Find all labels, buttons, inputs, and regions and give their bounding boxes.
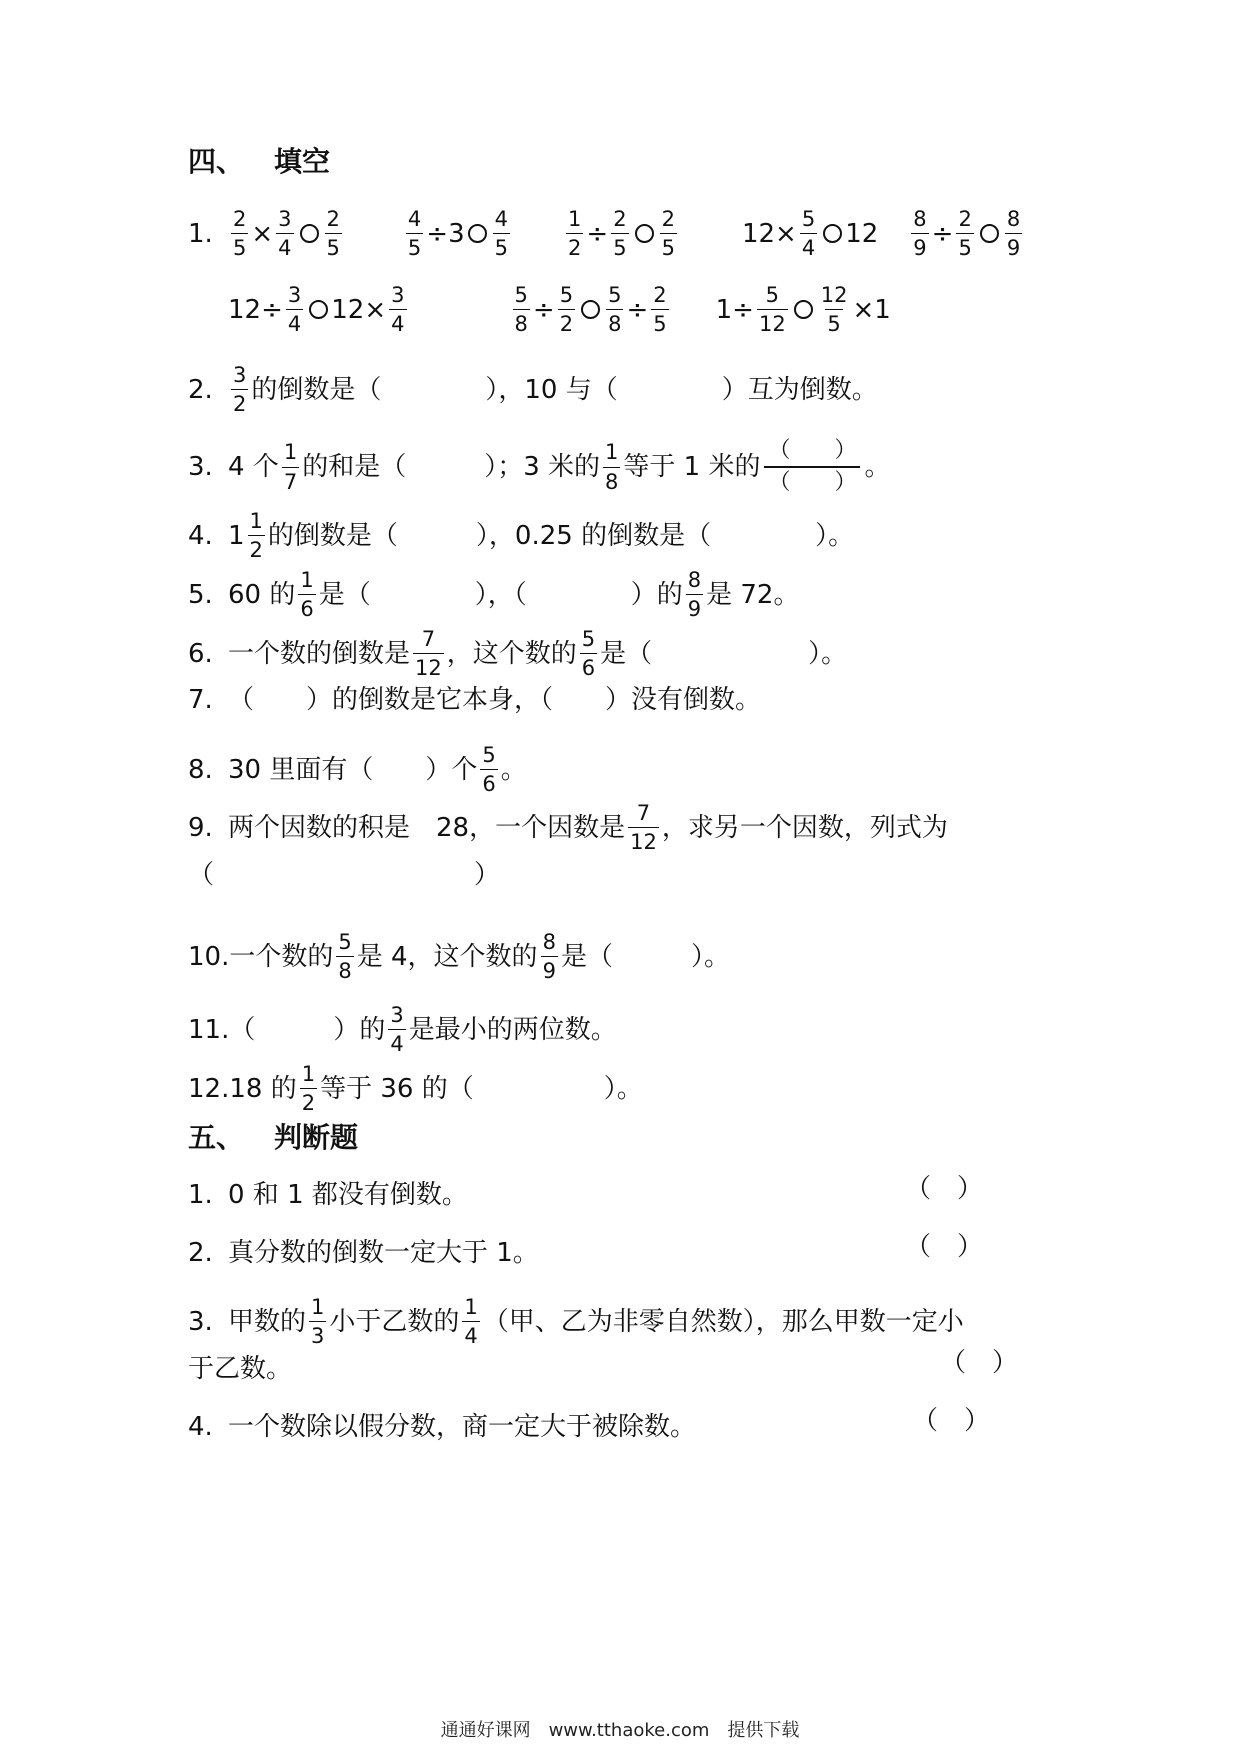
question-text: 是最小的两位数。 [408, 1014, 617, 1045]
fraction: $\frac{8}{9}$ [913, 207, 927, 261]
question-3 [188, 440, 890, 494]
fraction: $\frac{5}{6}$ [482, 743, 496, 797]
number: 3 [448, 218, 465, 249]
section-number: 五、 [188, 1121, 245, 1154]
question-number: 12. [188, 1073, 230, 1104]
compare-circle[interactable] [794, 300, 813, 319]
divide-sign: ÷ [426, 218, 449, 249]
question-text: 一个数的 [229, 941, 334, 972]
question-5 [188, 569, 799, 620]
question-4 [188, 510, 854, 561]
question-text: 小于乙数的 [329, 1306, 460, 1337]
blank-fraction[interactable]: $\frac{( )}{( )}$ [764, 440, 860, 494]
fraction: $\frac{8}{9}$ [687, 568, 702, 622]
question-number: 7. [188, 685, 213, 715]
fraction: $\frac{5}{12}$ [758, 283, 786, 337]
fraction: $\frac{3}{2}$ [233, 363, 247, 417]
fraction: $\frac{1}{2}$ [301, 1062, 316, 1116]
section-heading-judgement [188, 1121, 359, 1154]
question-9-answer-line [188, 862, 500, 888]
compare-circle[interactable] [980, 224, 999, 243]
question-text: （ ）的 [229, 1014, 386, 1045]
question-text: 真分数的倒数一定大于 1。 [228, 1238, 539, 1268]
question-text: 18 的 [229, 1073, 297, 1104]
question-text: 甲数的 [228, 1306, 307, 1337]
question-text: 60 的 [228, 579, 296, 610]
fraction: $\frac{3}{4}$ [390, 1003, 404, 1057]
fraction: $\frac{1}{2}$ [568, 207, 582, 261]
section-heading-fill-blank [188, 145, 331, 178]
fraction: $\frac{5}{4}$ [801, 207, 816, 261]
judgement-2-answer[interactable]: （ ） [905, 1232, 984, 1262]
fraction: $\frac{2}{5}$ [326, 207, 340, 261]
judgement-3-answer[interactable]: （ ） [940, 1348, 1019, 1378]
judgement-3 [188, 1296, 964, 1347]
number: 1 [715, 294, 733, 325]
times-sign: × [852, 294, 875, 325]
fraction: $\frac{7}{12}$ [415, 627, 442, 681]
question-9 [188, 802, 948, 853]
fraction: $\frac{1}{8}$ [605, 440, 619, 494]
fraction: $\frac{1}{6}$ [300, 568, 314, 622]
compare-circle[interactable] [581, 300, 600, 319]
judgement-2 [188, 1240, 539, 1266]
times-sign: × [251, 218, 274, 249]
fraction: $\frac{1}{7}$ [283, 440, 298, 494]
question-number: 4. [188, 1412, 213, 1442]
question-number: 11. [188, 1014, 230, 1045]
fraction: $\frac{5}{6}$ [581, 627, 596, 681]
question-number: 1. [188, 1180, 213, 1210]
fraction: $\frac{5}{8}$ [514, 283, 528, 337]
question-2 [188, 364, 878, 415]
question-number: 5. [188, 579, 213, 610]
question-text: 是（ ）。 [600, 638, 848, 669]
section-number: 四、 [188, 145, 245, 178]
section-title: 判断题 [274, 1121, 359, 1154]
question-text: 。 [500, 754, 527, 785]
fraction: $\frac{3}{4}$ [391, 283, 405, 337]
question-text: （ ）的倒数是它本身，（ ）没有倒数。 [228, 685, 762, 715]
question-text: 一个数除以假分数，商一定大于被除数。 [228, 1412, 697, 1442]
fraction: $\frac{4}{5}$ [407, 207, 422, 261]
section-title: 填空 [274, 145, 331, 178]
judgement-3-continued [188, 1356, 292, 1382]
question-text: 30 里面有（ ）个 [228, 754, 478, 785]
question-number: 2. [188, 1238, 213, 1268]
fraction: $\frac{8}{9}$ [542, 930, 556, 984]
judgement-4 [188, 1414, 696, 1440]
question-text: 是 72。 [706, 579, 800, 610]
question-text: 于乙数。 [188, 1354, 293, 1384]
question-1-row-1 [188, 208, 1025, 259]
question-number: 3. [188, 452, 213, 482]
fraction: $\frac{2}{5}$ [958, 207, 972, 261]
fraction: $\frac{3}{4}$ [278, 207, 292, 261]
question-6 [188, 628, 847, 679]
question-10 [188, 931, 730, 982]
question-1-row-2 [228, 284, 891, 335]
fraction: $\frac{12}{5}$ [820, 283, 848, 337]
fraction: $\frac{1}{2}$ [249, 509, 263, 563]
judgement-1 [188, 1182, 468, 1208]
question-text: ，这个数的 [446, 638, 577, 669]
times-sign: × [775, 218, 797, 249]
question-text: 两个因数的积是 28，一个因数是 [228, 812, 626, 843]
times-sign: × [364, 294, 387, 325]
fraction: $\frac{2}{5}$ [653, 283, 667, 337]
divide-sign: ÷ [261, 294, 283, 325]
question-text: 是（ ）。 [560, 941, 730, 972]
question-text: 0 和 1 都没有倒数。 [228, 1180, 468, 1210]
divide-sign: ÷ [626, 294, 649, 325]
question-number: 6. [188, 638, 213, 669]
fraction: $\frac{2}{5}$ [613, 207, 627, 261]
answer-blank[interactable]: （ ） [188, 860, 501, 890]
fraction: $\frac{7}{12}$ [630, 801, 657, 855]
fraction: $\frac{1}{3}$ [311, 1295, 325, 1349]
question-number: 1. [188, 218, 213, 249]
question-11 [188, 1004, 617, 1055]
question-number: 9. [188, 812, 213, 843]
question-text: 等于 1 米的 [623, 452, 761, 482]
question-text: 的倒数是（ ），10 与（ ）互为倒数。 [251, 374, 878, 405]
compare-circle[interactable] [823, 224, 842, 243]
number: 12 [741, 218, 776, 249]
question-number: 10. [188, 941, 230, 972]
question-text: 的和是（ ）；3 米的 [302, 452, 600, 482]
fraction: $\frac{5}{2}$ [559, 283, 574, 337]
compare-circle[interactable] [635, 224, 654, 243]
question-7 [188, 687, 761, 713]
question-text: 的倒数是（ ），0.25 的倒数是（ ）。 [267, 520, 855, 551]
question-number: 2. [188, 374, 213, 405]
question-12 [188, 1063, 643, 1114]
number: 1 [874, 294, 891, 325]
question-text: 一个数的倒数是 [228, 638, 411, 669]
fraction: $\frac{4}{5}$ [494, 207, 509, 261]
compare-circle[interactable] [468, 224, 487, 243]
fraction: $\frac{2}{5}$ [233, 207, 247, 261]
judgement-1-answer[interactable]: （ ） [905, 1174, 984, 1204]
fraction: $\frac{2}{5}$ [661, 207, 675, 261]
judgement-4-answer[interactable]: （ ） [912, 1406, 991, 1436]
number: 12 [331, 294, 365, 325]
footer-source-text: 通通好课网 www.tthaoke.com 提供下载 [440, 1720, 800, 1741]
fraction: $\frac{3}{4}$ [287, 283, 302, 337]
number: 12 [228, 294, 262, 325]
divide-sign: ÷ [931, 218, 954, 249]
question-text: ，求另一个因数，列式为 [661, 812, 948, 843]
question-text: 4 个 [228, 452, 279, 482]
mixed-whole: 1 [228, 520, 245, 551]
question-number: 3. [188, 1306, 213, 1337]
question-text: 是（ ），（ ）的 [318, 579, 683, 610]
question-text: 是 4，这个数的 [356, 941, 538, 972]
question-text: 。 [864, 452, 891, 482]
question-8 [188, 744, 527, 795]
fraction: $\frac{5}{8}$ [338, 930, 352, 984]
fraction: $\frac{8}{9}$ [1006, 207, 1021, 261]
divide-sign: ÷ [532, 294, 555, 325]
question-text: （甲、乙为非零自然数），那么甲数一定小 [482, 1306, 964, 1337]
fraction: $\frac{5}{8}$ [608, 283, 622, 337]
number: 12 [845, 218, 879, 249]
question-number: 8. [188, 754, 213, 785]
divide-sign: ÷ [586, 218, 609, 249]
question-text: 等于 36 的（ ）。 [320, 1073, 643, 1104]
divide-sign: ÷ [732, 294, 754, 325]
question-number: 4. [188, 520, 213, 551]
compare-circle[interactable] [309, 300, 328, 319]
fraction: $\frac{1}{4}$ [464, 1295, 478, 1349]
compare-circle[interactable] [300, 224, 319, 243]
